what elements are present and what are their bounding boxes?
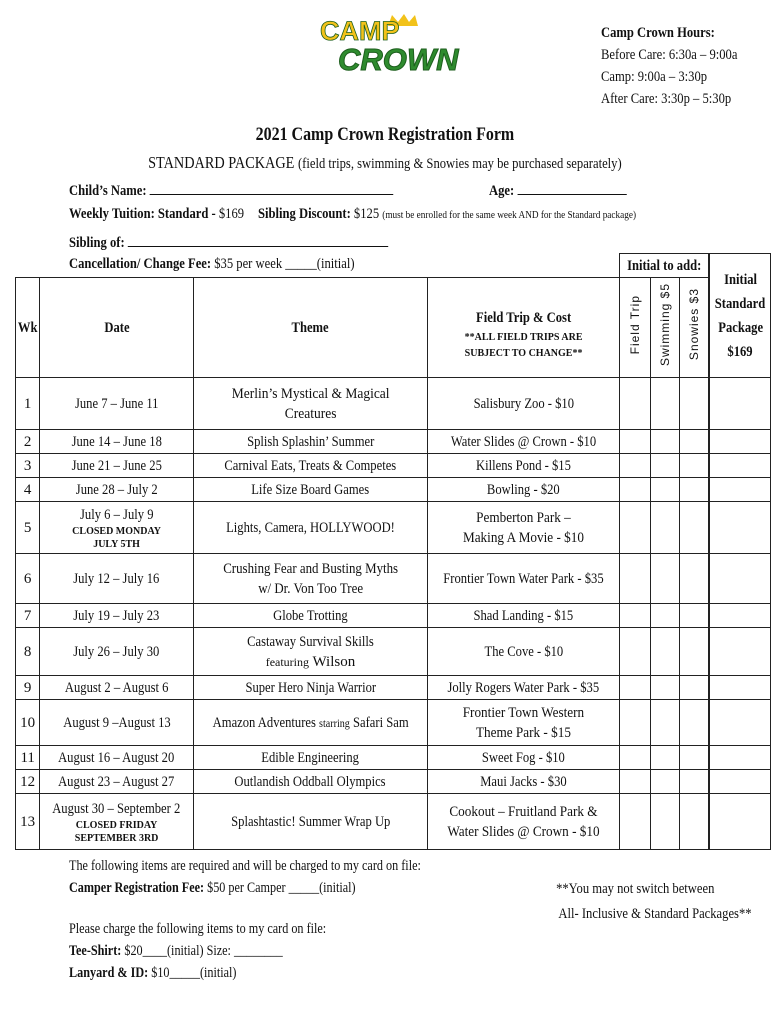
package-name: STANDARD PACKAGE	[148, 153, 295, 172]
field-trip-initial-cell[interactable]	[620, 770, 651, 794]
camp-crown-logo	[318, 12, 459, 77]
field-trip-initial-cell[interactable]	[620, 794, 651, 850]
field-trip-header: Field Trip & Cost **ALL FIELD TRIPS ARE SUBJECT TO CHANGE**	[428, 278, 620, 378]
field-trip-initial-cell[interactable]	[620, 604, 651, 628]
standard-initial-cell[interactable]	[710, 478, 771, 502]
field-trip-initial-cell[interactable]	[620, 676, 651, 700]
table-row	[16, 554, 771, 604]
package-note: (field trips, swimming & Snowies may be purchased separately)	[298, 156, 622, 172]
tshirt-value: $20____(initial) Size: ________	[124, 943, 283, 959]
swimming-initial-cell[interactable]	[650, 676, 679, 700]
row-trip: Salisbury Zoo - $10	[428, 378, 620, 430]
row-wk: 6	[16, 554, 40, 604]
childs-name-row	[69, 180, 455, 200]
row-date: June 14 – June 18	[40, 430, 193, 454]
table-row	[16, 478, 771, 502]
swimming-column-header: Swimming $5	[650, 278, 679, 378]
childs-name-label: Child’s Name:	[69, 183, 147, 199]
row-trip: Pemberton Park – Making A Movie - $10	[428, 502, 620, 554]
snowies-initial-cell[interactable]	[679, 770, 709, 794]
switch-note: **You may not switch between All- Inclusive & Standard Packages**	[555, 881, 752, 922]
standard-initial-cell[interactable]	[710, 604, 771, 628]
field-trip-initial-cell[interactable]	[620, 454, 651, 478]
charge-items	[69, 918, 375, 984]
required-intro: The following items are required and will be charged to my card on file:	[69, 858, 421, 874]
required-items	[69, 855, 488, 899]
swimming-initial-cell[interactable]	[650, 554, 679, 604]
row-trip: The Cove - $10	[428, 628, 620, 676]
row-trip: Sweet Fog - $10	[428, 746, 620, 770]
row-trip: Bowling - $20	[428, 478, 620, 502]
row-wk: 7	[16, 604, 40, 628]
snowies-initial-cell[interactable]	[679, 746, 709, 770]
row-trip: Jolly Rogers Water Park - $35	[428, 676, 620, 700]
hours-title: Camp Crown Hours:	[601, 25, 715, 41]
initial-standard-header: Initial Standard Package $169	[710, 254, 771, 378]
cancellation-value: $35 per week _____(initial)	[214, 256, 355, 272]
swimming-initial-cell[interactable]	[650, 746, 679, 770]
swimming-initial-cell[interactable]	[650, 700, 679, 746]
row-theme: Splashtastic! Summer Wrap Up	[193, 794, 427, 850]
standard-initial-cell[interactable]	[710, 554, 771, 604]
sibling-discount-label: Sibling Discount:	[258, 206, 351, 222]
table-row	[16, 700, 771, 746]
theme-header: Theme	[193, 278, 427, 378]
sibling-discount-note: (must be enrolled for the same week AND for the Standard package)	[382, 209, 637, 221]
table-row	[16, 676, 771, 700]
childs-name-field[interactable]	[150, 180, 394, 195]
row-wk: 5	[16, 502, 40, 554]
charge-intro: Please charge the following items to my card on file:	[69, 921, 327, 937]
table-row	[16, 604, 771, 628]
field-trip-initial-cell[interactable]	[620, 478, 651, 502]
sibling-of-label: Sibling of:	[69, 235, 125, 251]
form-title: 2021 Camp Crown Registration Form	[255, 124, 515, 145]
row-wk: 1	[16, 378, 40, 430]
table-row	[16, 430, 771, 454]
snowies-initial-cell[interactable]	[679, 378, 709, 430]
table-row	[16, 628, 771, 676]
standard-initial-cell[interactable]	[710, 378, 771, 430]
registration-table	[15, 253, 771, 850]
row-date: June 28 – July 2	[40, 478, 193, 502]
swimming-initial-cell[interactable]	[650, 454, 679, 478]
swimming-initial-cell[interactable]	[650, 628, 679, 676]
row-date: July 12 – July 16	[40, 554, 193, 604]
hours-after-care: After Care: 3:30p – 5:30p	[601, 91, 732, 107]
swimming-initial-cell[interactable]	[650, 378, 679, 430]
row-theme: Crushing Fear and Busting Myths w/ Dr. Von Too Tree	[193, 554, 427, 604]
lanyard-value: $10_____(initial)	[151, 965, 237, 981]
row-wk: 4	[16, 478, 40, 502]
standard-initial-cell[interactable]	[710, 454, 771, 478]
swimming-initial-cell[interactable]	[650, 770, 679, 794]
row-trip: Shad Landing - $15	[428, 604, 620, 628]
swimming-initial-cell[interactable]	[650, 430, 679, 454]
date-header: Date	[40, 278, 193, 378]
snowies-initial-cell[interactable]	[679, 554, 709, 604]
snowies-initial-cell[interactable]	[679, 676, 709, 700]
snowies-initial-cell[interactable]	[679, 700, 709, 746]
closed-note: CLOSED FRIDAY SEPTEMBER 3RD	[74, 819, 159, 844]
camp-hours	[601, 22, 763, 110]
field-trip-initial-cell[interactable]	[620, 746, 651, 770]
row-wk: 9	[16, 676, 40, 700]
row-wk: 12	[16, 770, 40, 794]
row-wk: 13	[16, 794, 40, 850]
swimming-initial-cell[interactable]	[650, 502, 679, 554]
sibling-discount-row	[258, 206, 708, 223]
snowies-initial-cell[interactable]	[679, 430, 709, 454]
row-wk: 8	[16, 628, 40, 676]
row-date: August 9 –August 13	[40, 700, 193, 746]
logo-line1: CAMP	[320, 16, 400, 46]
row-date: August 30 – September 2 CLOSED FRIDAY SEPTEMBER 3RD	[40, 794, 193, 850]
swimming-initial-cell[interactable]	[650, 604, 679, 628]
table-row	[16, 378, 771, 430]
wk-header: Wk	[16, 278, 40, 378]
hours-before-care: Before Care: 6:30a – 9:00a	[601, 47, 738, 63]
table-row	[16, 770, 771, 794]
field-trip-initial-cell[interactable]	[620, 628, 651, 676]
table-row	[16, 454, 771, 478]
standard-initial-cell[interactable]	[710, 770, 771, 794]
row-date: July 19 – July 23	[40, 604, 193, 628]
row-date: August 23 – August 27	[40, 770, 193, 794]
sibling-of-row	[69, 232, 449, 252]
field-trip-initial-cell[interactable]	[620, 700, 651, 746]
initial-to-add-header: Initial to add:	[620, 254, 709, 278]
field-trip-initial-cell[interactable]	[620, 378, 651, 430]
row-theme: Outlandish Oddball Olympics	[193, 770, 427, 794]
row-wk: 10	[16, 700, 40, 746]
registration-value: $50 per Camper _____(initial)	[207, 880, 356, 896]
tuition-row	[69, 206, 277, 223]
field-trip-initial-cell[interactable]	[620, 502, 651, 554]
standard-initial-cell[interactable]	[710, 628, 771, 676]
row-trip: Maui Jacks - $30	[428, 770, 620, 794]
snowies-initial-cell[interactable]	[679, 478, 709, 502]
row-trip: Killens Pond - $15	[428, 454, 620, 478]
row-date: August 2 – August 6	[40, 676, 193, 700]
package-line	[0, 153, 770, 173]
logo-line2: CROWN	[338, 42, 459, 77]
cancellation-label: Cancellation/ Change Fee:	[69, 256, 212, 272]
snowies-initial-cell[interactable]	[679, 628, 709, 676]
snowies-initial-cell[interactable]	[679, 454, 709, 478]
tuition-value: $169	[218, 206, 245, 222]
snowies-initial-cell[interactable]	[679, 502, 709, 554]
standard-initial-cell[interactable]	[710, 746, 771, 770]
row-wk: 11	[16, 746, 40, 770]
row-date: July 6 – July 9 CLOSED MONDAY JULY 5TH	[40, 502, 193, 554]
row-theme: Lights, Camera, HOLLYWOOD!	[193, 502, 427, 554]
swimming-initial-cell[interactable]	[650, 794, 679, 850]
hours-camp: Camp: 9:00a – 3:30p	[601, 69, 708, 85]
registration-label: Camper Registration Fee:	[69, 880, 205, 896]
row-wk: 3	[16, 454, 40, 478]
sibling-of-field[interactable]	[128, 232, 388, 247]
field-trip-initial-cell[interactable]	[620, 554, 651, 604]
row-theme: Super Hero Ninja Warrior	[193, 676, 427, 700]
closed-note: CLOSED MONDAY JULY 5TH	[72, 525, 161, 550]
row-trip: Frontier Town Western Theme Park - $15	[428, 700, 620, 746]
row-theme: Merlin’s Mystical & Magical Creatures	[193, 378, 427, 430]
row-theme: Splish Splashin’ Summer	[193, 430, 427, 454]
row-theme: Globe Trotting	[193, 604, 427, 628]
table-row	[16, 502, 771, 554]
age-label: Age:	[489, 183, 515, 199]
row-date: July 26 – July 30	[40, 628, 193, 676]
tuition-label: Weekly Tuition: Standard -	[69, 206, 216, 222]
table-row	[16, 794, 771, 850]
snowies-initial-cell[interactable]	[679, 794, 709, 850]
field-trip-initial-cell[interactable]	[620, 430, 651, 454]
row-date: June 21 – June 25	[40, 454, 193, 478]
swimming-initial-cell[interactable]	[650, 478, 679, 502]
row-theme: Castaway Survival Skills featuring Wilson	[193, 628, 427, 676]
row-theme: Carnival Eats, Treats & Competes	[193, 454, 427, 478]
row-theme: Amazon Adventures starring Safari Sam	[193, 700, 427, 746]
standard-initial-cell[interactable]	[710, 502, 771, 554]
age-field[interactable]	[517, 180, 626, 195]
row-trip: Frontier Town Water Park - $35	[428, 554, 620, 604]
row-theme: Edible Engineering	[193, 746, 427, 770]
row-date: June 7 – June 11	[40, 378, 193, 430]
standard-initial-cell[interactable]	[710, 430, 771, 454]
table-row	[16, 746, 771, 770]
standard-initial-cell[interactable]	[710, 794, 771, 850]
lanyard-label: Lanyard & ID:	[69, 965, 149, 981]
standard-initial-cell[interactable]	[710, 676, 771, 700]
age-row	[489, 180, 653, 200]
sibling-discount-value: $125	[353, 206, 380, 222]
row-trip: Water Slides @ Crown - $10	[428, 430, 620, 454]
row-theme: Life Size Board Games	[193, 478, 427, 502]
standard-initial-cell[interactable]	[710, 700, 771, 746]
row-date: August 16 – August 20	[40, 746, 193, 770]
snowies-initial-cell[interactable]	[679, 604, 709, 628]
row-trip: Cookout – Fruitland Park & Water Slides @ Crown - $10	[428, 794, 620, 850]
tshirt-label: Tee-Shirt:	[69, 943, 122, 959]
field-trip-column-header: Field Trip	[620, 278, 651, 378]
row-wk: 2	[16, 430, 40, 454]
snowies-column-header: Snowies $3	[679, 278, 709, 378]
